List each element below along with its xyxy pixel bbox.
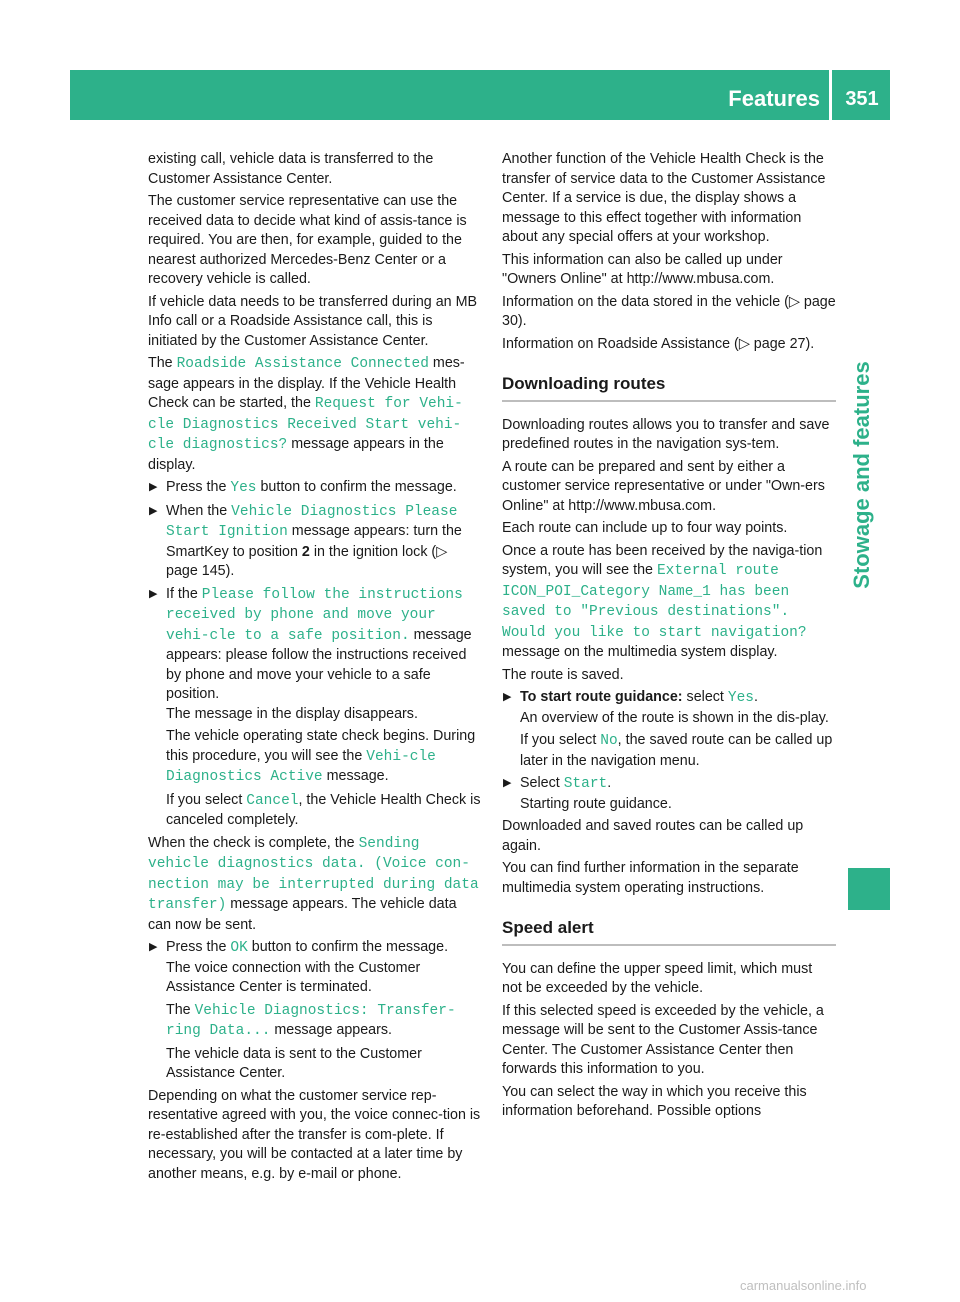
side-tab-marker: [848, 868, 890, 910]
text: , the saved route can be called up later in the navigation menu.: [520, 732, 833, 769]
text: in the ignition lock (: [309, 543, 437, 560]
paragraph: existing call, vehicle data is transferred to the Customer Assistance Center.: [148, 151, 434, 187]
text: select: [682, 689, 728, 705]
paragraph: A route can be prepared and sent by either a customer service representative or under "Own-ers Online" at http://www.mbusa.com.: [502, 458, 825, 514]
text: Press the: [166, 939, 231, 955]
text: Information on Roadside Assistance (: [502, 335, 739, 352]
text: button to confirm the message.: [256, 479, 457, 495]
step-text: The vehicle data is sent to the Customer Assistance Center.: [166, 1045, 422, 1081]
paragraph: The customer service representative can use the received data to decide what kind of assis-tance is required. You are then, for example, guided to the nearest authorized Mercedes-Benz Center or a recovery vehicle is called.: [148, 193, 467, 287]
paragraph: [502, 293, 836, 332]
paragraph: If vehicle data needs to be transferred during an MB Info call or a Roadside Assistance call, this is initiated by the Customer Assistance Center.: [148, 293, 478, 349]
text: The: [166, 1001, 195, 1018]
left-column: [148, 150, 482, 1187]
watermark: carmanualsonline.info: [740, 1278, 867, 1293]
paragraph: If this selected speed is exceeded by the vehicle, a message will be sent to the Customer Assis-tance Center. The Customer Assistance Center then forwards this information to you.: [502, 1002, 824, 1077]
text: The: [148, 355, 177, 371]
display-message: External route ICON_POI_Category Name_1 has been saved to "Previous destinations". Would you like to start navigation?: [502, 563, 807, 641]
display-message: Vehicle Diagnostics Please Start Ignition: [166, 503, 458, 540]
display-message: Sending vehicle diagnostics data. (Voice con-nection may be interrupted during data transfer): [148, 835, 479, 913]
text: button to confirm the message.: [247, 939, 449, 955]
text: Press the: [166, 479, 231, 495]
paragraph: [148, 834, 482, 936]
display-button: OK: [230, 940, 248, 956]
paragraph: [502, 335, 836, 355]
side-tab: [842, 340, 882, 610]
paragraph: [502, 542, 836, 663]
paragraph: This information can also be called up under "Owners Online" at http://www.mbusa.com.: [502, 251, 783, 287]
display-button: Yes: [727, 690, 754, 706]
paragraph: You can find further information in the separate multimedia system operating instructions.: [502, 860, 799, 896]
page-reference: ▷ page 30: [502, 293, 836, 329]
section-title: Features: [728, 86, 820, 111]
header-bar: [70, 70, 890, 120]
instruction-step: [502, 774, 836, 814]
paragraph: Each route can include up to four way points.: [502, 520, 788, 536]
text: .: [753, 689, 758, 705]
instruction-step: [148, 585, 482, 831]
text: ).: [805, 335, 815, 352]
step-text: [166, 727, 482, 788]
text: When the: [166, 502, 232, 519]
text: message appears in the display.: [148, 436, 444, 473]
display-message: Please follow the instructions received by phone and move your vehi-cle to a safe position.: [166, 586, 463, 644]
heading-downloading-routes: Downloading routes: [502, 374, 836, 402]
display-button: Start: [563, 776, 608, 792]
text: message appears: turn the SmartKey to position: [166, 523, 462, 560]
paragraph: The route is saved.: [502, 666, 624, 683]
paragraph: Downloading routes allows you to transfer and save predefined routes in the navigation sys-tem.: [502, 416, 830, 452]
display-message: Vehi-cle Diagnostics Active: [166, 748, 436, 785]
text: Select: [520, 775, 564, 791]
step-result: An overview of the route is shown in the dis-play.: [520, 709, 829, 726]
step-text: [166, 585, 482, 705]
step-text: [520, 774, 836, 795]
bullet-arrow-icon: ▶: [149, 941, 158, 953]
paragraph: [148, 354, 482, 475]
text: ).: [517, 313, 527, 329]
bullet-arrow-icon: ▶: [149, 504, 158, 517]
display-button: Yes: [230, 480, 257, 496]
display-message: Roadside Assistance Connected: [176, 356, 429, 372]
instruction-step: [148, 938, 482, 1084]
instruction-step: [502, 688, 836, 771]
text: message appears: please follow the instructions received by phone and move your vehicle to a safe position.: [166, 626, 472, 702]
step-text: [166, 478, 482, 499]
bullet-arrow-icon: ▶: [503, 691, 512, 703]
text: message.: [322, 768, 389, 784]
instruction-step: [148, 478, 482, 499]
page-number: 351: [845, 88, 879, 110]
step-text: [166, 938, 482, 959]
step-text: [166, 791, 482, 831]
instruction-step: [148, 502, 482, 582]
text: If the: [166, 585, 202, 602]
paragraph: Downloaded and saved routes can be called up again.: [502, 818, 804, 854]
bullet-arrow-icon: ▶: [149, 587, 158, 600]
text-bold: 2: [301, 543, 310, 560]
step-result: The voice connection with the Customer Assistance Center is terminated.: [166, 959, 421, 995]
display-button: Cancel: [246, 792, 299, 809]
step-text: [166, 1001, 482, 1042]
text: Once a route has been received by the naviga-tion system, you will see the: [502, 542, 823, 578]
step-text: [520, 731, 836, 771]
header-divider: [829, 70, 832, 120]
text: message on the multimedia system display.: [502, 644, 778, 660]
text: Information on the data stored in the vehicle (: [502, 293, 789, 310]
paragraph: Another function of the Vehicle Health Check is the transfer of service data to the Customer Assistance Center. If a service is due, the display shows a message to this effect together with information about any special offers at your workshop.: [502, 151, 826, 245]
right-column: [502, 150, 836, 1125]
text: If you select: [166, 791, 247, 808]
paragraph: You can define the upper speed limit, which must not be exceeded by the vehicle.: [502, 960, 813, 996]
step-result: The message in the display disappears.: [166, 705, 418, 722]
text: When the check is complete, the: [148, 834, 359, 851]
text: message appears. The vehicle data can now be sent.: [148, 896, 457, 933]
paragraph: Depending on what the customer service rep-resentative agreed with you, the voice connec-tion is re-established after the transfer is com-plete. If necessary, you will be contacted at a later time by another means, e.g. by e-mail or phone.: [148, 1087, 481, 1182]
display-message: Request for Vehi-cle Diagnostics Received Start vehi-cle diagnostics?: [148, 396, 463, 453]
heading-speed-alert: Speed alert: [502, 918, 836, 946]
text: .: [607, 775, 612, 791]
bullet-arrow-icon: ▶: [503, 777, 512, 789]
step-text: [520, 688, 836, 709]
side-tab-label: Stowage and features: [849, 361, 874, 589]
text-bold: To start route guidance:: [520, 689, 683, 705]
text: The vehicle operating state check begins. During this procedure, you will see the: [166, 728, 476, 764]
text: message appears.: [270, 1022, 393, 1038]
text: If you select: [520, 732, 601, 748]
text: , the Vehicle Health Check is canceled completely.: [166, 791, 481, 828]
text: mes-sage appears in the display. If the Vehicle Health Check can be started, the: [148, 355, 465, 411]
step-result: Starting route guidance.: [520, 795, 672, 812]
display-message: Vehicle Diagnostics: Transfer-ring Data...: [166, 1002, 456, 1039]
page-reference: ▷ page 27: [738, 335, 806, 352]
text: ).: [225, 563, 235, 579]
display-button: No: [600, 733, 618, 749]
step-text: [166, 502, 482, 582]
bullet-arrow-icon: ▶: [149, 481, 158, 493]
page-reference: ▷ page 145: [166, 543, 448, 579]
paragraph: You can select the way in which you receive this information beforehand. Possible options: [502, 1083, 807, 1119]
